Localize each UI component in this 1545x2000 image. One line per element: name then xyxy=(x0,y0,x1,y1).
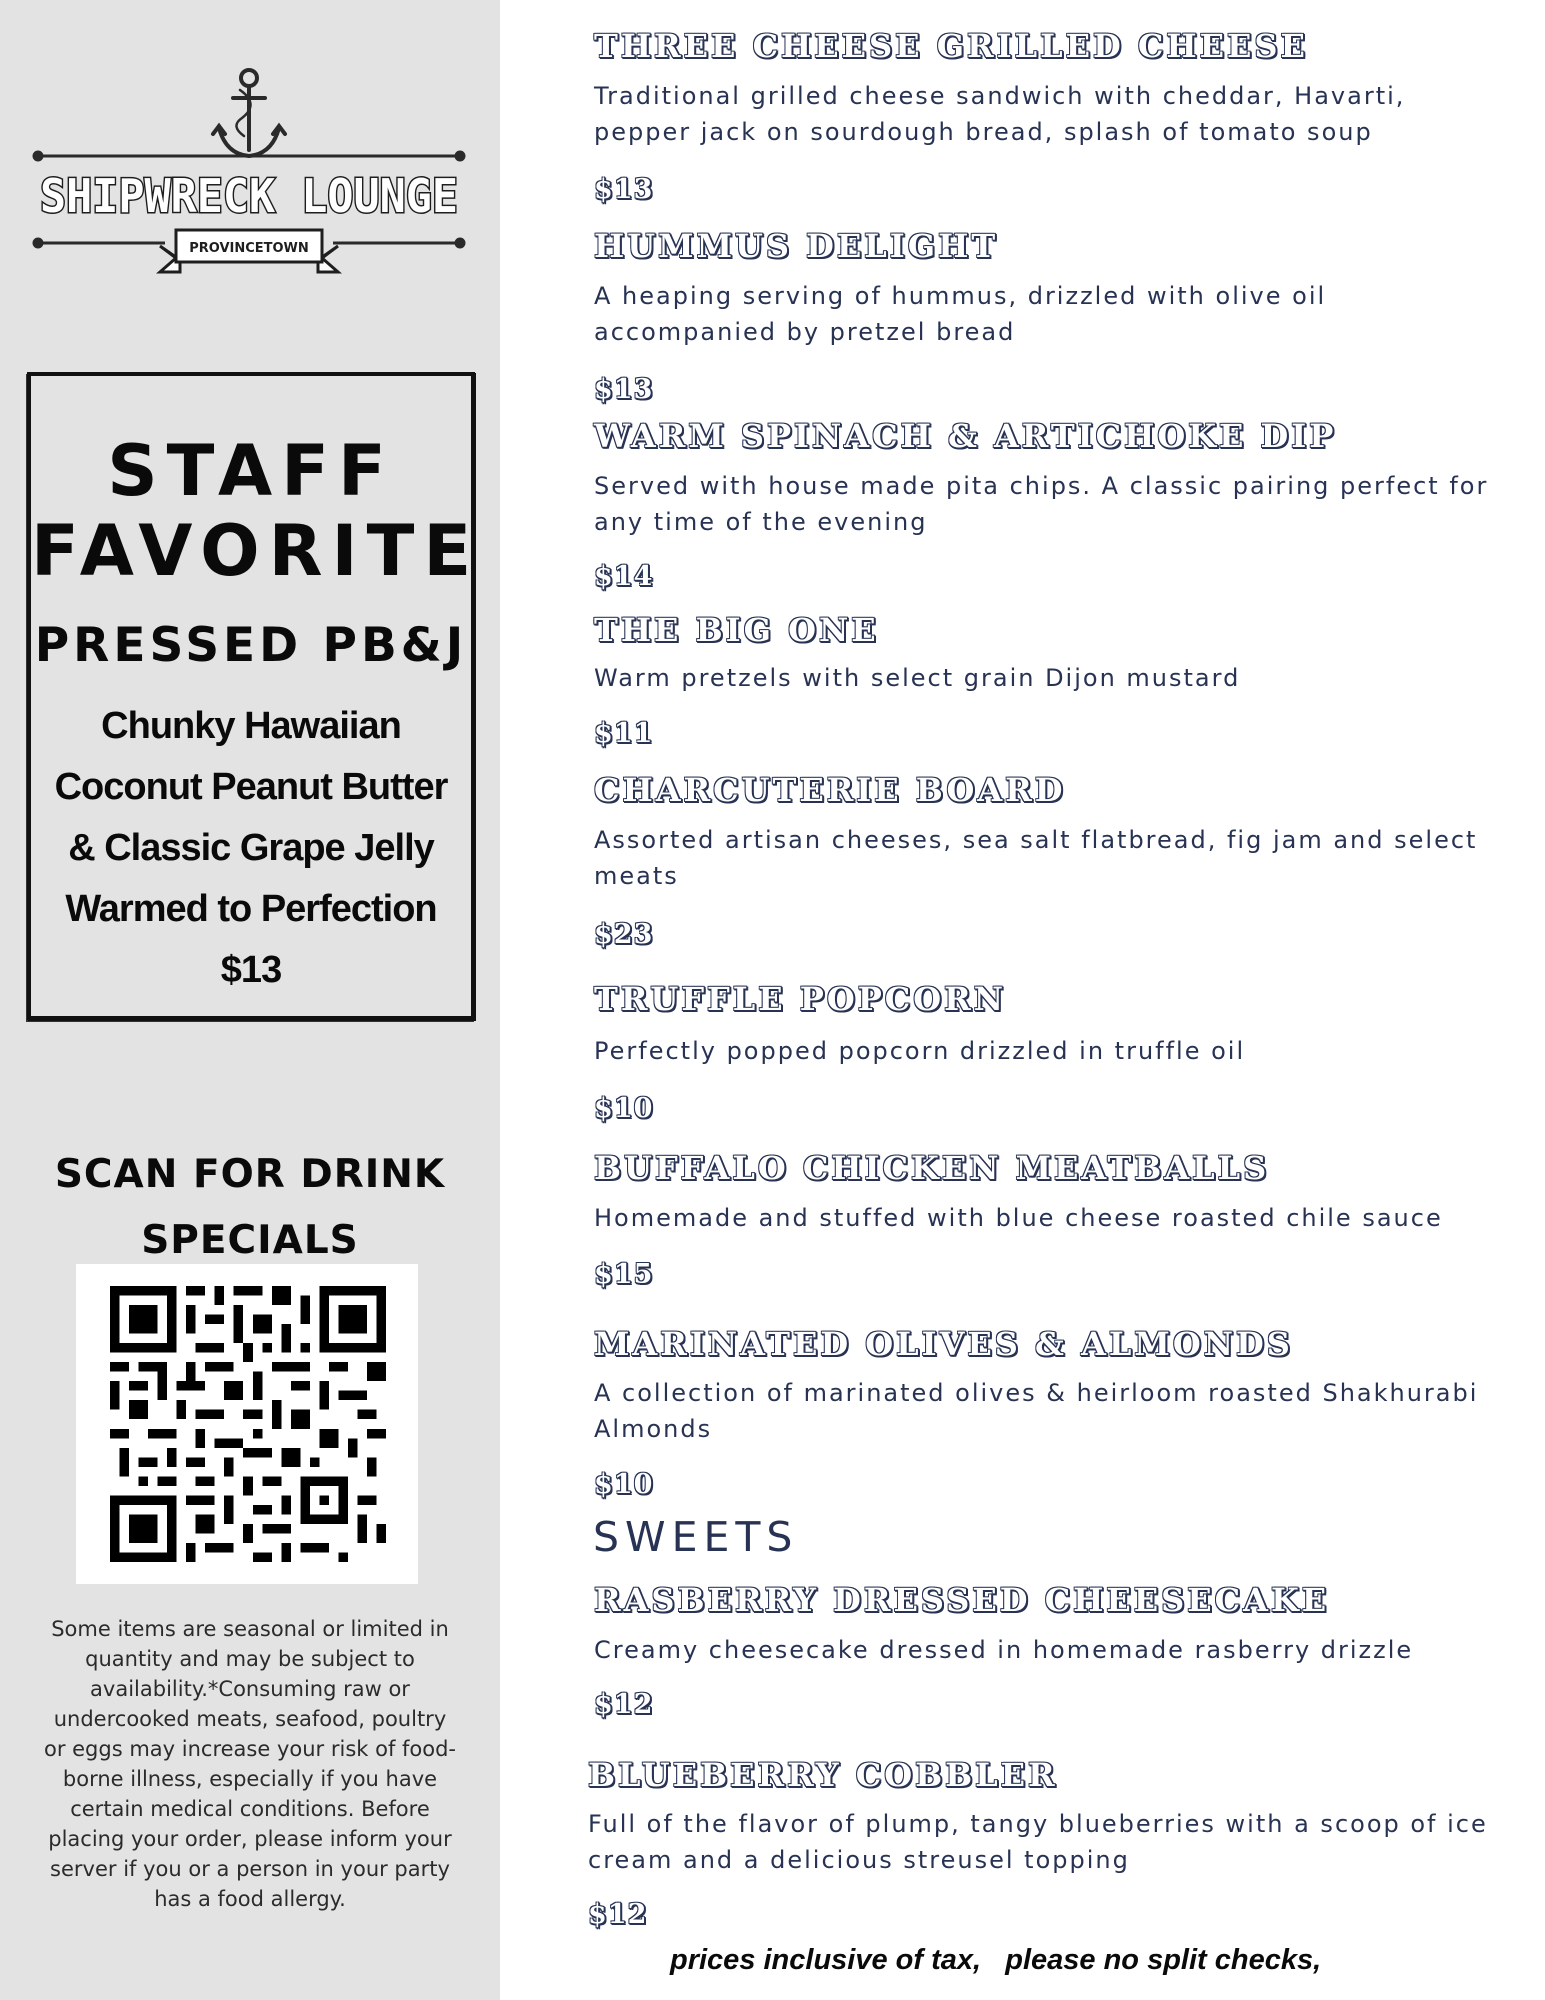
menu-item-price: $12 xyxy=(588,1899,648,1930)
staff-favorite-line: Coconut Peanut Butter xyxy=(54,766,448,808)
menu-item-name: CHARCUTERIE BOARD xyxy=(594,771,1066,809)
menu-item-name: THREE CHEESE GRILLED CHEESE xyxy=(594,27,1308,65)
menu-item-price: $15 xyxy=(594,1259,654,1290)
menu-item-name: BUFFALO CHICKEN MEATBALLS xyxy=(594,1149,1270,1187)
menu-item-price: $13 xyxy=(594,374,654,405)
staff-favorite-line: Chunky Hawaiian xyxy=(101,705,401,747)
sweets-section-title: SWEETS xyxy=(593,1513,799,1561)
menu-item-price: $12 xyxy=(594,1689,654,1720)
menu-item-price: $14 xyxy=(594,561,654,592)
menu-item-description: Homemade and stuffed with blue cheese roasted chile sauce xyxy=(594,1204,1443,1232)
menu-item-price: $10 xyxy=(594,1093,654,1124)
staff-favorite-item-name: PRESSED PB&J xyxy=(34,618,468,673)
menu-item-price: $13 xyxy=(594,174,654,205)
menu-item-description: A heaping serving of hummus, drizzled with olive oil accompanied by pretzel bread xyxy=(594,282,1327,346)
menu-item-price: $10 xyxy=(594,1469,654,1500)
footer-note: prices inclusive of tax, please no split checks, xyxy=(670,1944,1322,1976)
menu-item-description: Creamy cheesecake dressed in homemade rasberry drizzle xyxy=(594,1636,1414,1664)
staff-favorite-title-line1: STAFF xyxy=(107,430,395,512)
menu-item-description: A collection of marinated olives & heirloom roasted Shakhurabi Almonds xyxy=(594,1379,1479,1443)
staff-favorite-line: Warmed to Perfection xyxy=(65,888,437,930)
menu-item-name: WARM SPINACH & ARTICHOKE DIP xyxy=(594,417,1337,455)
brand-name: SHIPWRECK LOUNGE xyxy=(40,169,458,223)
staff-favorite-line: & Classic Grape Jelly xyxy=(68,827,434,869)
menu-item-name: BLUEBERRY COBBLER xyxy=(588,1756,1058,1794)
menu-item-name: HUMMUS DELIGHT xyxy=(594,227,999,265)
staff-favorite-title-line2: FAVORITE xyxy=(31,510,481,592)
menu-item-name: TRUFFLE POPCORN xyxy=(594,980,1006,1018)
menu-item-description: Assorted artisan cheeses, sea salt flatbread, fig jam and select meats xyxy=(594,826,1478,890)
menu-item-name: RASBERRY DRESSED CHEESECAKE xyxy=(594,1581,1330,1619)
menu-item-name: THE BIG ONE xyxy=(594,611,879,649)
menu-item-price: $11 xyxy=(594,718,654,749)
menu-item-description: Traditional grilled cheese sandwich with cheddar, Havarti, pepper jack on sourdough bread, splash of tomato soup xyxy=(594,82,1406,146)
staff-favorite-price: $13 xyxy=(220,949,282,991)
brand-location: PROVINCETOWN xyxy=(189,241,309,256)
menu-item-description: Served with house made pita chips. A classic pairing perfect for any time of the evening xyxy=(594,472,1489,536)
drink-specials-label: SCAN FOR DRINK SPECIALS xyxy=(54,1152,446,1263)
allergy-disclaimer: Some items are seasonal or limited in quantity and may be subject to availability.*Consuming raw or undercooked meats, seafood, poultry or eggs may increase your risk of food-borne illness, especially if you have certain medical conditions. Before placing your order, please inform your server if you or a person in your party has a food allergy. xyxy=(43,1617,457,1911)
menu-item-description: Perfectly popped popcorn drizzled in truffle oil xyxy=(594,1037,1246,1065)
menu-item-price: $23 xyxy=(594,919,654,950)
menu-item-description: Warm pretzels with select grain Dijon mustard xyxy=(594,664,1241,692)
menu-item-name: MARINATED OLIVES & ALMONDS xyxy=(594,1325,1293,1363)
menu-item-description: Full of the flavor of plump, tangy blueberries with a scoop of ice cream and a delicious streusel topping xyxy=(588,1810,1488,1874)
